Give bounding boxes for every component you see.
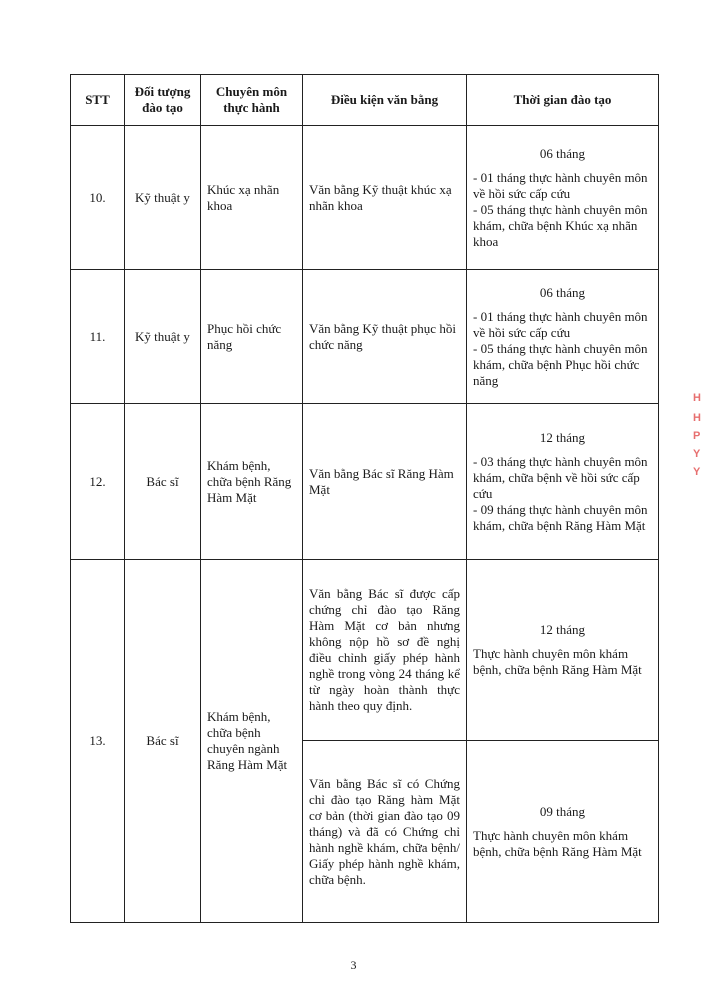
header-stt: STT [71, 75, 125, 126]
stamp-char: H [693, 392, 701, 404]
row-specialty: Khám bệnh, chữa bệnh Răng Hàm Mặt [201, 404, 303, 560]
row-condition: Văn bằng Kỹ thuật khúc xạ nhãn khoa [303, 126, 467, 270]
row-condition: Văn bằng Bác sĩ có Chứng chỉ đào tạo Răng hàm Mặt cơ bản (thời gian đào tạo 09 tháng) và đã có Chứng chỉ hành nghề khám, chữa bệnh/ Giấy phép hành nghề khám, chữa bệnh. [303, 741, 467, 923]
row-duration: 12 tháng [539, 429, 586, 445]
row-specialty: Khám bệnh, chữa bệnh chuyên ngành Răng Hàm Mặt [201, 560, 303, 923]
training-table [70, 74, 659, 923]
row-duration-cell [467, 270, 659, 404]
row-detail: - 09 tháng thực hành chuyên môn khám, chữa bệnh Răng Hàm Mặt [473, 501, 648, 533]
row-stt: 13. [71, 560, 125, 923]
stamp-char: Y [693, 466, 701, 478]
table-header-row [71, 75, 659, 126]
header-target: Đối tượng đào tạo [125, 75, 201, 126]
stamp-fragment [693, 358, 707, 480]
row-duration-cell [467, 126, 659, 270]
row-detail: - 03 tháng thực hành chuyên môn khám, chữa bệnh về hồi sức cấp cứu [473, 453, 648, 501]
row-condition: Văn bằng Bác sĩ được cấp chứng chỉ đào tạo Răng Hàm Mặt cơ bản nhưng không nộp hồ sơ đề nghị điều chỉnh giấy phép hành nghề trong vòng 24 tháng kể từ ngày hoàn thành thực hành theo quy định. [303, 560, 467, 741]
table-row [71, 404, 659, 560]
row-target: Bác sĩ [125, 404, 201, 560]
row-duration: 09 tháng [539, 803, 586, 819]
table-row [71, 270, 659, 404]
row-target: Kỹ thuật y [125, 270, 201, 404]
row-detail: - 01 tháng thực hành chuyên môn về hồi sức cấp cứu [473, 308, 648, 340]
row-stt: 12. [71, 404, 125, 560]
row-detail: Thực hành chuyên môn khám bệnh, chữa bệnh Răng Hàm Mặt [473, 827, 642, 859]
row-stt: 11. [71, 270, 125, 404]
row-specialty: Phục hồi chức năng [201, 270, 303, 404]
row-detail: - 05 tháng thực hành chuyên môn khám, chữa bệnh Phục hồi chức năng [473, 340, 648, 388]
row-duration: 06 tháng [539, 145, 586, 161]
row-stt: 10. [71, 126, 125, 270]
stamp-char: P [693, 430, 701, 442]
table-row [71, 126, 659, 270]
header-condition: Điều kiện văn bằng [303, 75, 467, 126]
row-detail: Thực hành chuyên môn khám bệnh, chữa bệnh Răng Hàm Mặt [473, 646, 642, 677]
row-target: Kỹ thuật y [125, 126, 201, 270]
row-duration-cell [467, 560, 659, 741]
row-duration-cell [467, 741, 659, 923]
stamp-char: H [693, 412, 701, 424]
row-detail: - 05 tháng thực hành chuyên môn khám, chữa bệnh Khúc xạ nhãn khoa [473, 201, 648, 249]
header-specialty: Chuyên môn thực hành [201, 75, 303, 126]
row-target: Bác sĩ [125, 560, 201, 923]
header-duration: Thời gian đào tạo [467, 75, 659, 126]
table-row [71, 560, 659, 741]
row-condition: Văn bằng Bác sĩ Răng Hàm Mặt [303, 404, 467, 560]
row-condition: Văn bằng Kỹ thuật phục hồi chức năng [303, 270, 467, 404]
row-duration-cell [467, 404, 659, 560]
row-duration: 12 tháng [539, 622, 586, 637]
stamp-char: Y [693, 448, 701, 460]
row-specialty: Khúc xạ nhãn khoa [201, 126, 303, 270]
page-number: 3 [350, 958, 357, 972]
row-detail: - 01 tháng thực hành chuyên môn về hồi sức cấp cứu [473, 169, 648, 201]
row-duration: 06 tháng [539, 284, 586, 300]
